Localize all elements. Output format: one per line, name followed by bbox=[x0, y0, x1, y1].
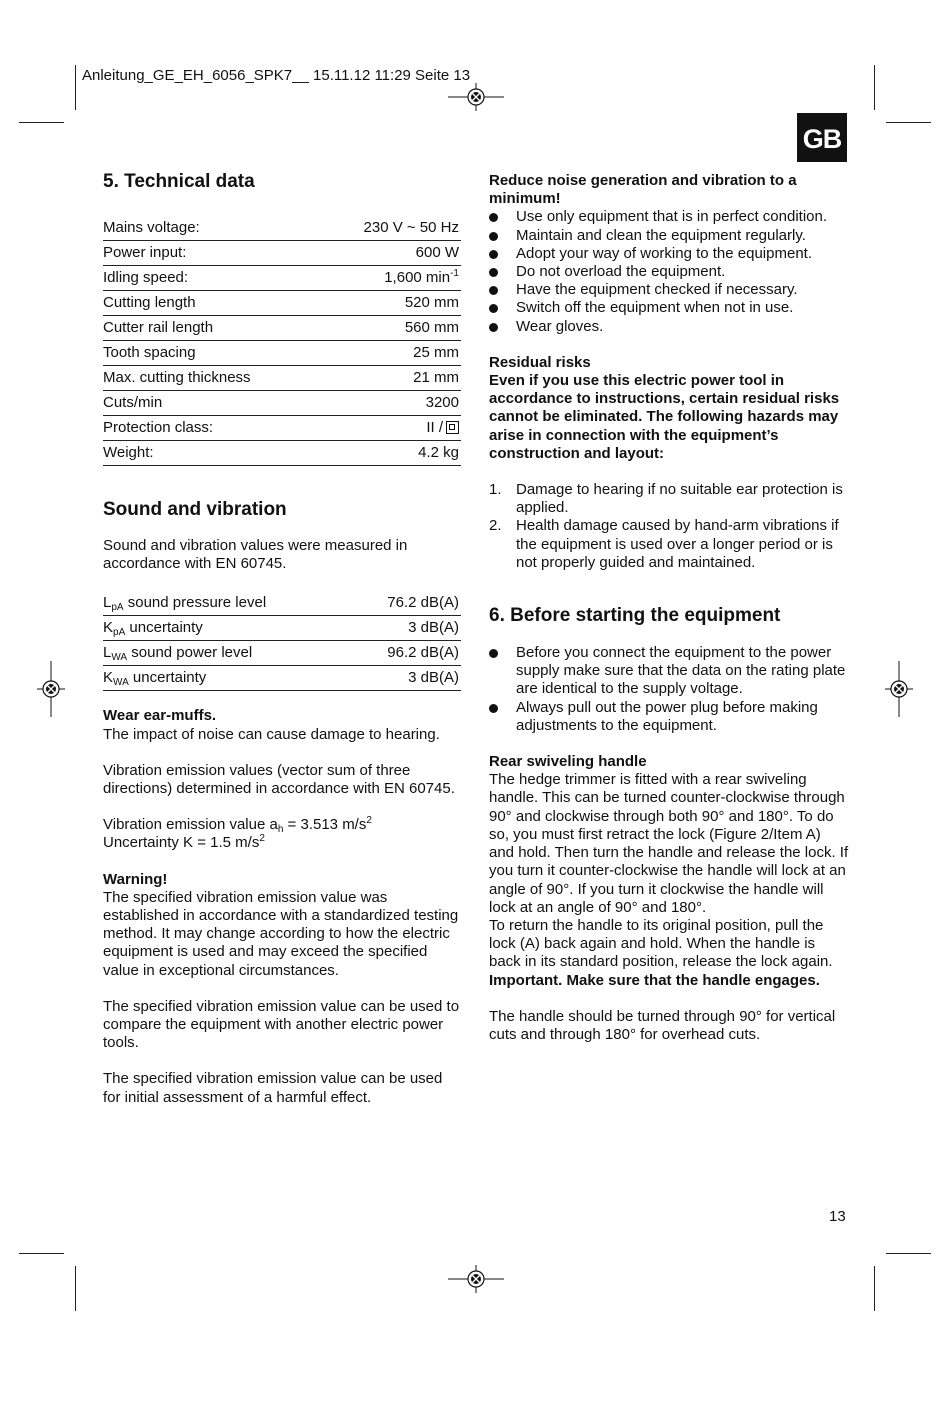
tech-value: II / bbox=[319, 416, 461, 441]
reduce-noise-list bbox=[489, 208, 849, 335]
list-item: Do not overload the equipment. bbox=[489, 263, 849, 281]
reduce-noise-title: Reduce noise generation and vibration to a minimum! bbox=[489, 172, 797, 208]
sound-label: $K_{WA}$ uncertainty bbox=[103, 666, 350, 691]
sound-row bbox=[103, 641, 461, 666]
crop-mark bbox=[75, 65, 76, 110]
tech-label: Idling speed: bbox=[103, 266, 319, 291]
uncertainty-value: Uncertainty K = 1.5 $m/s^2$ bbox=[103, 833, 265, 852]
sound-label: $L_{pA}$ sound pressure level bbox=[103, 591, 350, 616]
tech-row bbox=[103, 241, 461, 266]
sound-label: $L_{WA}$ sound power level bbox=[103, 641, 350, 666]
tech-value: 600 W bbox=[319, 241, 461, 266]
tech-label: Tooth spacing bbox=[103, 341, 319, 366]
compare-text: The specified vibration emission value can be used to compare the equipment with another electric power tools. bbox=[103, 997, 460, 1052]
tech-label: Max. cutting thickness bbox=[103, 366, 319, 391]
right-column bbox=[489, 172, 849, 1044]
page-number: 13 bbox=[829, 1208, 846, 1225]
tech-value: 21 mm bbox=[319, 366, 461, 391]
tech-row bbox=[103, 441, 461, 466]
sound-value: 3 dB(A) bbox=[350, 616, 461, 641]
list-item: Use only equipment that is in perfect condition. bbox=[489, 208, 849, 226]
tech-label: Cutter rail length bbox=[103, 316, 319, 341]
sound-row bbox=[103, 666, 461, 691]
section-title-technical-data: 5. Technical data bbox=[103, 171, 255, 192]
list-item: Before you connect the equipment to the power supply make sure that the data on the rating plate are identical to the supply voltage. bbox=[489, 644, 849, 699]
registration-mark-icon bbox=[885, 661, 913, 717]
technical-data-table bbox=[103, 216, 461, 466]
earmuffs-text: The impact of noise can cause damage to hearing. bbox=[103, 725, 440, 743]
tech-label: Cutting length bbox=[103, 291, 319, 316]
tech-value: 520 mm bbox=[319, 291, 461, 316]
tech-row bbox=[103, 216, 461, 241]
tech-row bbox=[103, 416, 461, 441]
crop-mark bbox=[874, 1266, 875, 1311]
sound-data-table bbox=[103, 591, 461, 691]
crop-mark bbox=[19, 1253, 64, 1254]
list-item: Always pull out the power plug before making adjustments to the equipment. bbox=[489, 699, 849, 735]
tech-label: Cuts/min bbox=[103, 391, 319, 416]
sound-value: 3 dB(A) bbox=[350, 666, 461, 691]
vibration-value: Vibration emission value $a_h = 3.513$ $m/s^2$ bbox=[103, 815, 372, 836]
residual-risks-list bbox=[489, 481, 849, 572]
tech-row bbox=[103, 366, 461, 391]
sound-value: 76.2 dB(A) bbox=[350, 591, 461, 616]
tech-label: Power input: bbox=[103, 241, 319, 266]
registration-mark-icon bbox=[448, 83, 504, 111]
section-title-before-starting: 6. Before starting the equipment bbox=[489, 605, 781, 627]
earmuffs-title: Wear ear-muffs. bbox=[103, 707, 217, 725]
handle-turn-text: The handle should be turned through 90° for vertical cuts and through 180° for overhead cuts. bbox=[489, 1007, 836, 1043]
before-starting-list bbox=[489, 644, 849, 735]
crop-mark bbox=[19, 122, 64, 123]
sound-row bbox=[103, 591, 461, 616]
residual-risks-title: Residual risks bbox=[489, 353, 591, 371]
tech-value: 4.2 kg bbox=[319, 441, 461, 466]
tech-row bbox=[103, 316, 461, 341]
tech-value: 1,600 $\min^{-1}$ bbox=[319, 266, 461, 291]
sound-intro: Sound and vibration values were measured in accordance with EN 60745. bbox=[103, 537, 408, 573]
tech-label: Protection class: bbox=[103, 416, 319, 441]
list-item: Adopt your way of working to the equipment. bbox=[489, 245, 849, 263]
crop-mark bbox=[874, 65, 875, 110]
list-item: 2. Health damage caused by hand-arm vibrations if the equipment is used over a longer period or is not properly guided and maintained. bbox=[489, 517, 839, 571]
crop-mark bbox=[886, 122, 931, 123]
section-title-sound-vibration: Sound and vibration bbox=[103, 499, 287, 520]
print-slug: Anleitung_GE_EH_6056_SPK7__ 15.11.12 11:29 Seite 13 bbox=[82, 67, 471, 84]
warning-title: Warning! bbox=[103, 870, 168, 888]
list-item: Switch off the equipment when not in use. bbox=[489, 299, 849, 317]
tech-label: Mains voltage: bbox=[103, 216, 319, 241]
sound-row bbox=[103, 616, 461, 641]
tech-row bbox=[103, 391, 461, 416]
list-item: 1. Damage to hearing if no suitable ear protection is applied. bbox=[489, 481, 843, 517]
tech-value: 230 V ~ 50 Hz bbox=[319, 216, 461, 241]
tech-row bbox=[103, 291, 461, 316]
protection-class-icon bbox=[446, 421, 459, 434]
sound-label: $K_{pA}$ uncertainty bbox=[103, 616, 350, 641]
tech-row bbox=[103, 266, 461, 291]
warning-text: The specified vibration emission value was established in accordance with a standardized testing method. It may change according to how the electric equipment is used and may exceed the specified value in exceptional circumstances. bbox=[103, 888, 459, 979]
handle-important: Important. Make sure that the handle engages. bbox=[489, 971, 820, 989]
list-item: Wear gloves. bbox=[489, 318, 849, 336]
sound-value: 96.2 dB(A) bbox=[350, 641, 461, 666]
registration-mark-icon bbox=[448, 1265, 504, 1293]
handle-return-text: To return the handle to its original position, pull the lock (A) back again and hold. When the handle is back in its standard position, release the lock again. bbox=[489, 916, 833, 971]
crop-mark bbox=[886, 1253, 931, 1254]
left-column bbox=[103, 170, 461, 1107]
tech-value: 560 mm bbox=[319, 316, 461, 341]
tech-label: Weight: bbox=[103, 441, 319, 466]
handle-text: The hedge trimmer is fitted with a rear swiveling handle. This can be turned counter-clockwise through 90° and clockwise through both 90° and 180°. To do so, you must first retract the lock (Figure 2/Item A) and hold. Then turn the handle and release the lock. If you turn it counter-clockwise the handle will lock at an angle of 90°. If you turn it clockwise the handle will lock at an angle of 90° and 180°. bbox=[489, 771, 849, 916]
residual-risks-text: Even if you use this electric power tool in accordance to instructions, certain residual risks cannot be eliminated. The following hazards may arise in connection with the equipment’s construction and layout: bbox=[489, 372, 840, 462]
vibration-text: Vibration emission values (vector sum of three directions) determined in accordance with EN 60745. bbox=[103, 761, 455, 798]
handle-title: Rear swiveling handle bbox=[489, 753, 647, 771]
list-item: Have the equipment checked if necessary. bbox=[489, 281, 849, 299]
crop-mark bbox=[75, 1266, 76, 1311]
assess-text: The specified vibration emission value can be used for initial assessment of a harmful effect. bbox=[103, 1070, 443, 1106]
tech-value: 25 mm bbox=[319, 341, 461, 366]
registration-mark-icon bbox=[37, 661, 65, 717]
tech-row bbox=[103, 341, 461, 366]
language-badge: GB bbox=[797, 113, 847, 162]
tech-value: 3200 bbox=[319, 391, 461, 416]
list-item: Maintain and clean the equipment regularly. bbox=[489, 227, 849, 245]
